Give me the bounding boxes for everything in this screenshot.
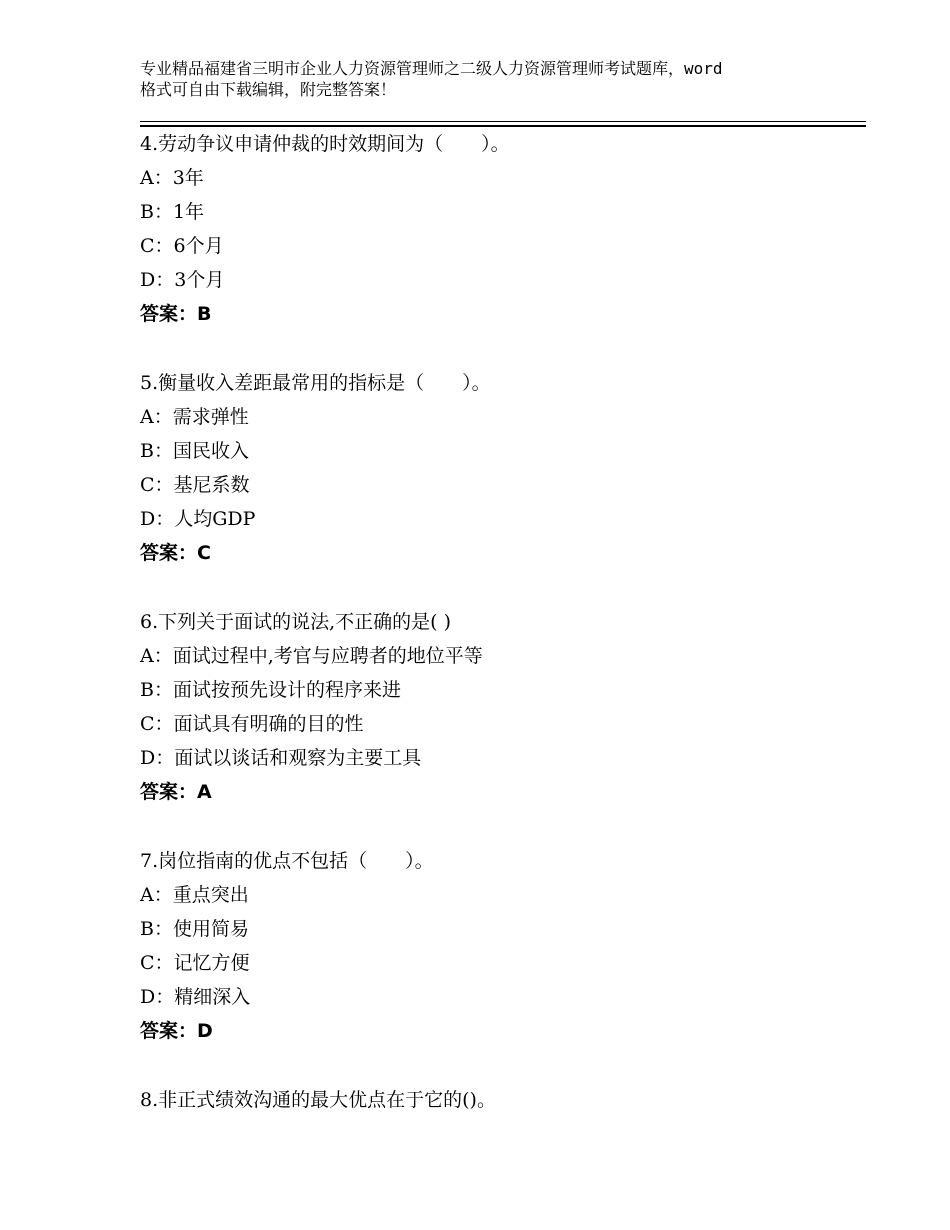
answer-label: 答案：B (140, 303, 212, 325)
document-header (140, 58, 840, 100)
option-c: C：记忆方便 (140, 952, 250, 974)
option-d: D：人均GDP (140, 508, 256, 530)
option-a: A：3年 (140, 167, 204, 189)
option-d: D：精细深入 (140, 986, 251, 1008)
question-stem: 6.下列关于面试的说法,不正确的是( ) (140, 611, 452, 633)
option-c: C：基尼系数 (140, 474, 250, 496)
question-stem: 7.岗位指南的优点不包括（ ）。 (140, 850, 434, 872)
answer-label: 答案：D (140, 1020, 213, 1042)
option-c: C：6个月 (140, 235, 224, 257)
question-stem: 8.非正式绩效沟通的最大优点在于它的()。 (140, 1089, 496, 1111)
question-stem: 4.劳动争议申请仲裁的时效期间为（ ）。 (140, 133, 510, 155)
option-c: C：面试具有明确的目的性 (140, 713, 364, 735)
option-b: B：使用简易 (140, 918, 249, 940)
header-line-2: 格式可自由下载编辑，附完整答案！ (140, 80, 397, 99)
option-a: A：需求弹性 (140, 406, 249, 428)
answer-label: 答案：C (140, 542, 211, 564)
option-d: D：面试以谈话和观察为主要工具 (140, 747, 422, 769)
question-stem: 5.衡量收入差距最常用的指标是（ ）。 (140, 372, 491, 394)
option-d: D：3个月 (140, 269, 225, 291)
question-4 (140, 127, 860, 331)
option-a: A：面试过程中,考官与应聘者的地位平等 (140, 645, 483, 667)
option-b: B：1年 (140, 201, 205, 223)
question-5 (140, 366, 860, 570)
answer-label: 答案：A (140, 781, 212, 803)
option-a: A：重点突出 (140, 884, 249, 906)
question-7 (140, 844, 860, 1048)
header-line-1: 专业精品福建省三明市企业人力资源管理师之二级人力资源管理师考试题库，word (140, 59, 723, 78)
question-8 (140, 1083, 860, 1117)
option-b: B：国民收入 (140, 440, 249, 462)
option-b: B：面试按预先设计的程序来进 (140, 679, 401, 701)
header-divider-thin (140, 121, 866, 122)
question-6 (140, 605, 860, 809)
